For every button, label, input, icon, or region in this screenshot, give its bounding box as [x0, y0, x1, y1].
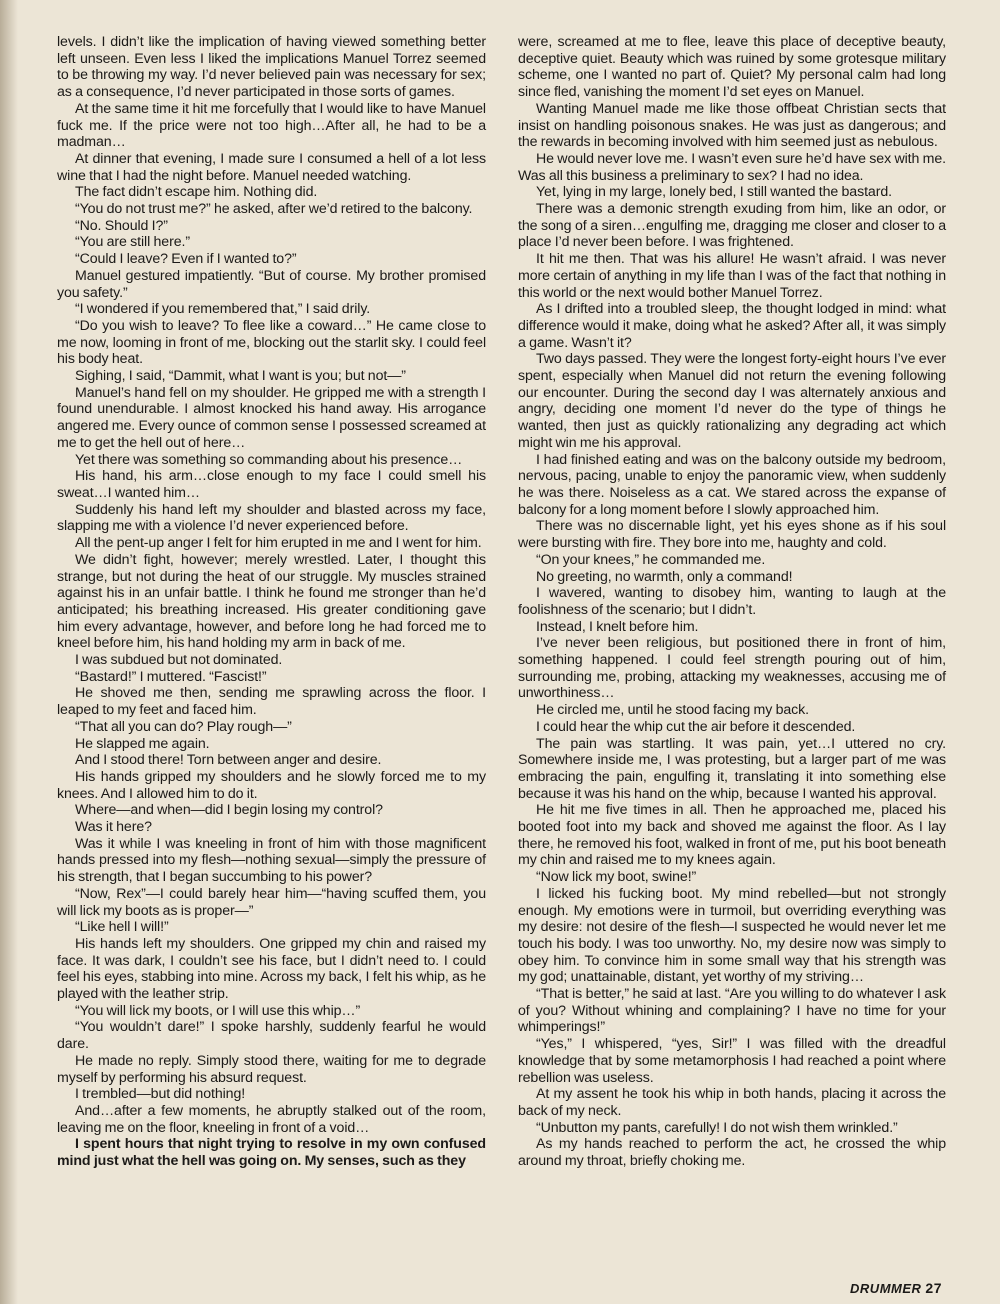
paragraph: His hands gripped my shoulders and he slowly forced me to my knees. And I allowed him to do it.: [57, 768, 486, 802]
paragraph: At the same time it hit me forcefully that I would like to have Manuel fuck me. If the price were not too high…After all, he had to be a madman…: [57, 100, 486, 151]
page-number: 27: [925, 1280, 942, 1296]
paragraph: I wavered, wanting to disobey him, wanting to laugh at the foolishness of the scenario; but I didn’t.: [518, 585, 946, 618]
paragraph: “Like hell I will!”: [75, 919, 169, 936]
paragraph: “On your knees,” he commanded me.: [536, 551, 766, 568]
paragraph: “Now lick my boot, swine!”: [536, 869, 697, 886]
text-column-left: [57, 34, 486, 1170]
text-column-right: [518, 34, 946, 1170]
paragraph: Sighing, I said, “Dammit, what I want is you; but not—”: [75, 368, 406, 385]
paragraph: I spent hours that night trying to resolve in my own confused mind just what the hell was going on. My senses, such as they: [57, 1136, 486, 1170]
paragraph: And I stood there! Torn between anger and desire.: [75, 752, 382, 769]
paragraph: Instead, I knelt before him.: [536, 618, 699, 635]
paragraph: He slapped me again.: [75, 735, 210, 752]
paragraph: “You do not trust me?” he asked, after we’d retired to the balcony.: [75, 201, 473, 218]
paragraph: At my assent he took his whip in both hands, placing it across the back of my neck.: [518, 1086, 946, 1119]
paragraph: “That all you can do? Play rough—”: [75, 718, 292, 735]
paragraph: It hit me then. That was his allure! He wasn’t afraid. I was never more certain of anything in my life than I was of the fact that nothing in this world or the next would bother Manuel Torrez.: [518, 251, 946, 301]
paragraph: “Could I leave? Even if I wanted to?”: [75, 251, 297, 268]
paragraph: “You are still here.”: [75, 234, 190, 251]
paragraph: Yet there was something so commanding about his presence…: [75, 451, 463, 468]
paragraph: We didn’t fight, however; merely wrestled. Later, I thought this strange, but not during the heat of our struggle. My muscles strained against his in an unfair battle. I think he found me stronger than he’d anticipated; his breathing increased. His greater conditioning gave him every advantage, however, and before long he had forced me to kneel before him, his hand holding my arm in back of me.: [57, 551, 486, 652]
paragraph: He made no reply. Simply stood there, waiting for me to degrade myself by performing his absurd request.: [57, 1052, 486, 1086]
paragraph: I was subdued but not dominated.: [75, 652, 283, 669]
paragraph: No greeting, no warmth, only a command!: [536, 568, 793, 585]
paragraph: levels. I didn’t like the implication of having viewed something better left unseen. Even less I liked the implications Manuel Torrez seemed to be throwing my way. I’d never believed pain was necessary for sex; as a consequence, I’d never participated in those sorts of games.: [57, 34, 486, 101]
paragraph: I’ve never been religious, but positioned there in front of him, something happened. I could feel strength pouring out of him, surrounding me, probing, attacking my weaknesses, accusing me of unworthiness…: [518, 635, 946, 702]
paragraph: As my hands reached to perform the act, he crossed the whip around my throat, briefly choking me.: [518, 1136, 946, 1170]
paragraph: Manuel’s hand fell on my shoulder. He gripped me with a strength I found unendurable. I almost knocked his hand away. His arrogance angered me. Every ounce of common sense I possessed screamed at me to get the hell out of here…: [57, 384, 486, 451]
paragraph: As I drifted into a troubled sleep, the thought lodged in mind: what difference would it make, doing what he asked? After all, it was simply a game. Wasn’t it?: [518, 301, 946, 351]
paragraph: Where—and when—did I begin losing my control?: [75, 802, 383, 819]
paragraph: His hand, his arm…close enough to my face I could smell his sweat…I wanted him…: [57, 468, 486, 501]
paragraph: “Yes,” I whispered, “yes, Sir!” I was filled with the dreadful knowledge that by some metamorphosis I had reached a point where rebellion was useless.: [518, 1036, 946, 1086]
paragraph: “Do you wish to leave? To flee like a coward…” He came close to me now, looming in front of me, blocking out the starlit sky. I could feel his body heat.: [57, 317, 486, 368]
publication-name: DRUMMER: [850, 1281, 922, 1296]
paragraph: “Bastard!” I muttered. “Fascist!”: [75, 668, 267, 685]
paragraph: “I wondered if you remembered that,” I said drily.: [75, 301, 371, 318]
paragraph: “That is better,” he said at last. “Are you willing to do whatever I ask of you? Without whining and complaining? I have no time for your whimperings!”: [518, 986, 946, 1036]
paragraph: The pain was startling. It was pain, yet…I uttered no cry. Somewhere inside me, I was protesting, but a larger part of me was embracing the pain, engulfing it, translating it into something else because it was his hand on the whip, because I wanted his approval.: [518, 735, 946, 802]
paragraph: There was a demonic strength exuding from him, like an odor, or the song of a siren…engulfing me, dragging me closer and closer to a place I’d never been before. I was frightened.: [518, 201, 946, 251]
paragraph: Wanting Manuel made me like those offbeat Christian sects that insist on handling poisonous snakes. He was just as dangerous; and the rewards in becoming involved with him seemed just as nebulous.: [518, 100, 946, 151]
paragraph: He circled me, until he stood facing my back.: [536, 702, 810, 719]
paragraph: Yet, lying in my large, lonely bed, I still wanted the bastard.: [536, 184, 892, 201]
paragraph: Two days passed. They were the longest forty-eight hours I’ve ever spent, especially when Manuel did not return the evening following our encounter. During the second day I was alternately anxious and angry, deciding one moment I’d never do the type of things he wanted, then just as quickly rationalizing any degrading act which might win me his approval.: [518, 351, 946, 451]
paragraph: There was no discernable light, yet his eyes shone as if his soul were bursting with fire. They bore into me, haughty and cold.: [518, 518, 946, 552]
page-footer: [850, 1280, 942, 1296]
paragraph: “No. Should I?”: [75, 217, 168, 234]
paragraph: were, screamed at me to flee, leave this place of deceptive beauty, deceptive quiet. Beauty which was ruined by some grotesque military scheme, one I wanted no part of. Quiet? My personal calm had long since fled, vanishing the moment I’d set eyes on Manuel.: [518, 34, 946, 101]
paragraph: At dinner that evening, I made sure I consumed a hell of a lot less wine that I had the night before. Manuel needed watching.: [57, 150, 486, 184]
paragraph: “You wouldn’t dare!” I spoke harshly, suddenly fearful he would dare.: [57, 1019, 486, 1053]
page-edge-shadow: [0, 0, 18, 1304]
paragraph: Was it here?: [75, 819, 152, 836]
paragraph: “You will lick my boots, or I will use this whip…”: [75, 1002, 361, 1019]
paragraph: He would never love me. I wasn’t even sure he’d have sex with me. Was all this business a preliminary to sex? I had no idea.: [518, 150, 946, 184]
paragraph: “Now, Rex”—I could barely hear him—“having scuffed them, you will lick my boots as is proper—”: [57, 885, 486, 919]
paragraph: “Unbutton my pants, carefully! I do not wish them wrinkled.”: [536, 1119, 898, 1136]
paragraph: Manuel gestured impatiently. “But of course. My brother promised you safety.”: [57, 267, 486, 301]
paragraph: I trembled—but did nothing!: [75, 1086, 246, 1103]
paragraph: He shoved me then, sending me sprawling across the floor. I leaped to my feet and faced him.: [57, 685, 486, 719]
paragraph: Suddenly his hand left my shoulder and blasted across my face, slapping me with a violence I’d never experienced before.: [57, 501, 486, 535]
paragraph: Was it while I was kneeling in front of him with those magnificent hands pressed into my flesh—nothing sexual—simply the pressure of his strength, that I began succumbing to his power?: [57, 835, 486, 886]
paragraph: And…after a few moments, he abruptly stalked out of the room, leaving me on the floor, kneeling in front of a void…: [57, 1103, 486, 1136]
paragraph: I had finished eating and was on the balcony outside my bedroom, nervous, pacing, unable to enjoy the panoramic view, when suddenly he was there. Noiseless as a cat. We stared across the expanse of balcony for a long moment before I slowly approached him.: [518, 451, 946, 518]
paragraph: I licked his fucking boot. My mind rebelled—but not strongly enough. My emotions were in turmoil, but overriding everything was my desire: not desire of the flesh—I suspected he would never let me touch his body. I was too unworthy. No, my desire now was simply to obey him. To convince him in some small way that his strength was my god; unattainable, distant, yet worthy of my striving…: [518, 885, 946, 986]
paragraph: I could hear the whip cut the air before it descended.: [536, 718, 856, 735]
paragraph: His hands left my shoulders. One gripped my chin and raised my face. It was dark, I couldn’t see his face, but I didn’t need to. I could feel his eyes, stabbing into mine. Across my back, I felt his whip, as he played with the leather strip.: [57, 935, 486, 1003]
paragraph: He hit me five times in all. Then he approached me, placed his booted foot into my back and shoved me against the floor. As I lay there, he removed his foot, walked in front of me, put his boot beneath my chin and raised me to my knees again.: [518, 802, 946, 869]
paragraph: All the pent-up anger I felt for him erupted in me and I went for him.: [75, 535, 482, 552]
paragraph: The fact didn’t escape him. Nothing did.: [75, 184, 318, 201]
